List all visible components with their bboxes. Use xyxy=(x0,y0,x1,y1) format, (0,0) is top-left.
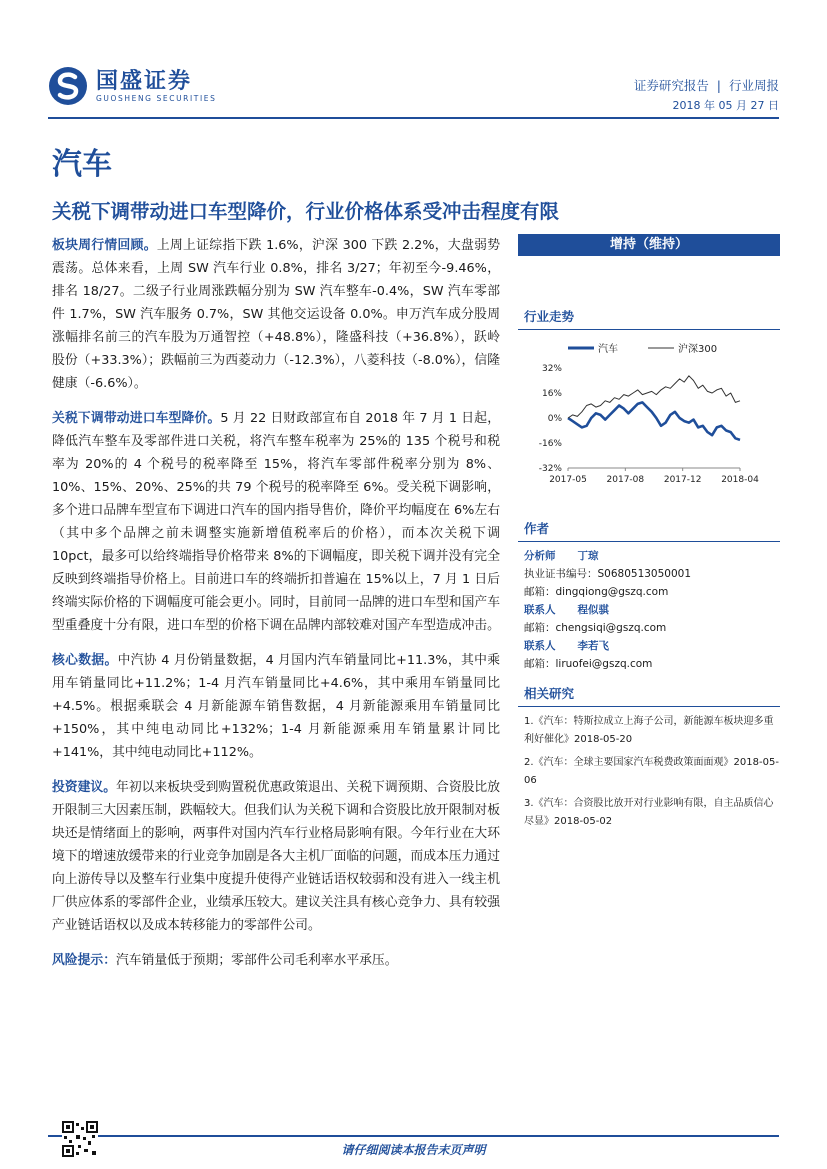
logo-name: 国盛证券 xyxy=(96,68,193,94)
x-tick-label: 2017-08 xyxy=(606,475,645,485)
series-line-auto xyxy=(568,402,740,440)
main-body xyxy=(52,234,500,984)
contact1-line xyxy=(518,601,780,619)
related-item[interactable]: 3.《汽车：合资股比放开对行业影响有限，自主品质信心尽显》2018-05-02 xyxy=(524,798,774,827)
logo-english: GUOSHENG SECURITIES xyxy=(96,94,217,103)
y-tick-label: 0% xyxy=(547,414,562,424)
x-tick-label: 2018-04 xyxy=(721,475,759,485)
analyst-name: 丁琼 xyxy=(577,550,599,562)
x-tick-label: 2017-12 xyxy=(663,475,702,485)
paragraph-core-data xyxy=(52,649,500,764)
sector-title: 汽车 xyxy=(52,147,112,182)
report-title: 关税下调带动进口车型降价，行业价格体系受冲击程度有限 xyxy=(52,200,560,223)
related-item[interactable]: 1.《汽车：特斯拉成立上海子公司，新能源车板块迎多重利好催化》2018-05-20 xyxy=(524,716,774,745)
paragraph-text: 5 月 22 日财政部宣布自 2018 年 7 月 1 日起，降低汽车整车及零部件进口关税，将汽车整车税率为 25%的 135 个税号和税率为 20%的 4 个税号的税率降至 15%，将汽车零部件税率分别为 8%、10%、15%、20%、25%的共 79 个税号的税率降至 6%。受关税下调影响，多个进口品牌车型宣布下调进口汽车的国内指导售价，降价平均幅度在 6%左右（其中多个品牌之前未调整实施新增值税率后的价格），而本次关税下调 10pct，最多可以给终端指导价格带来 8%的下调幅度，即关税下调并没有完全反映到终端指导价格上。目前进口车的终端折扣普遍在 15%以上，7 月 1 日后终端实际价格的下调幅度可能会更小。同时，目前同一品牌的进口车型和国产车型重叠度十分有限，进口车型的价格下调在品牌内部较难对国产车型造成冲击。 xyxy=(52,411,500,633)
legend-label: 沪深300 xyxy=(678,344,718,355)
footer-disclaimer: 请仔细阅读本报告末页声明 xyxy=(341,1143,486,1157)
x-tick-label: 2017-05 xyxy=(549,475,587,485)
paragraph-lead: 投资建议。 xyxy=(52,780,117,795)
report-type-label: 证券研究报告 xyxy=(633,78,709,93)
chart-legend xyxy=(568,342,717,355)
logo-icon xyxy=(48,66,88,106)
paragraph-lead: 核心数据。 xyxy=(52,653,118,668)
paragraph-market-review xyxy=(52,234,500,395)
report-kind-label: 行业周报 xyxy=(728,78,779,93)
series-line-hs300 xyxy=(568,376,740,418)
chart-series xyxy=(568,376,740,440)
paragraph-investment xyxy=(52,776,500,937)
y-tick-label: -32% xyxy=(538,464,562,474)
contact1-label: 联系人 xyxy=(524,604,556,616)
related-item[interactable]: 2.《汽车：全球主要国家汽车税费政策面面观》2018-05-06 xyxy=(524,757,779,786)
paragraph-lead: 风险提示： xyxy=(52,953,116,968)
y-tick-label: -16% xyxy=(538,439,562,449)
contact2-label: 联系人 xyxy=(524,640,556,652)
trend-chart xyxy=(518,338,780,498)
analyst-line xyxy=(518,547,780,565)
rating-badge: 增持（维持） xyxy=(518,234,780,256)
contact2-name: 李若飞 xyxy=(577,640,609,652)
separator: | xyxy=(712,78,725,93)
chart-axes xyxy=(539,364,759,485)
legend-label: 汽车 xyxy=(598,344,618,355)
paragraph-lead: 关税下调带动进口车型降价。 xyxy=(52,411,221,426)
footer-divider xyxy=(48,1135,779,1137)
paragraph-risk xyxy=(52,949,500,972)
contact2-email[interactable]: 邮箱：liruofei@gszq.com xyxy=(524,658,653,670)
author-title: 作者 xyxy=(518,516,780,542)
paragraph-text: 汽车销量低于预期；零部件公司毛利率水平承压。 xyxy=(115,953,398,968)
y-tick-label: 16% xyxy=(541,389,562,399)
sidebar xyxy=(518,234,780,830)
report-type xyxy=(634,76,779,94)
analyst-email[interactable]: 邮箱：dingqiong@gszq.com xyxy=(524,586,669,598)
related-title: 相关研究 xyxy=(518,681,780,707)
paragraph-lead: 板块周行情回顾。 xyxy=(52,238,157,253)
contact1-email[interactable]: 邮箱：chengsiqi@gszq.com xyxy=(524,622,667,634)
paragraph-text: 年初以来板块受到购置税优惠政策退出、关税下调预期、合资股比放开限制三大因素压制，跌幅较大。但我们认为关税下调和合资股比放开限制对板块还是情绪面上的影响，两事件对国内汽车行业格局影响有限。今年行业在大环境下的增速放缓带来的行业竞争加剧是各大主机厂面临的问题，而成本压力通过向上游传导以及整车行业集中度提升使得产业链话语权较弱和没有进入一线主机厂供应体系的零部件企业，业绩承压较大。建议关注具有核心竞争力、具有较强产业链话语权以及成本转移能力的零部件公司。 xyxy=(52,780,501,933)
contact2-line xyxy=(518,637,780,655)
paragraph-text: 上周上证综指下跌 1.6%，沪深 300 下跌 2.2%，大盘弱势震荡。总体来看，上周 SW 汽车行业 0.8%，排名 3/27；年初至今-9.46%，排名 18/27。二级子行业周涨跌幅分别为 SW 汽车整车-0.4%，SW 汽车零部件 1.7%，SW 汽车服务 0.7%，SW 其他交运设备 0.0%。申万汽车成分股周涨幅排名前三的汽车股为万通智控（+48.8%），隆盛科技（+36.8%），跃岭股份（+33.3%）；跌幅前三为西菱动力（-12.3%），八菱科技（-8.0%），信隆健康（-6.6%）。 xyxy=(52,238,501,391)
report-date: 2018 年 05 月 27 日 xyxy=(672,99,779,112)
trend-title: 行业走势 xyxy=(518,304,780,330)
contact1-name: 程似骐 xyxy=(577,604,609,616)
paragraph-tariff xyxy=(52,407,500,637)
header-divider xyxy=(48,117,779,119)
paragraph-text: 中汽协 4 月份销量数据，4 月国内汽车销量同比+11.3%，其中乘用车销量同比+11.2%；1-4 月汽车销量同比+4.6%，其中乘用车销量同比+4.5%。根据乘联会 4 月新能源车销售数据，4 月新能源乘用车销量同比+150%，其中纯电动同比+132%；1-4 月新能源乘用车销量累计同比+141%，其中纯电动同比+112%。 xyxy=(52,653,500,760)
y-tick-label: 32% xyxy=(541,364,562,374)
analyst-label: 分析师 xyxy=(524,550,556,562)
license-number: 执业证书编号：S0680513050001 xyxy=(524,568,692,580)
